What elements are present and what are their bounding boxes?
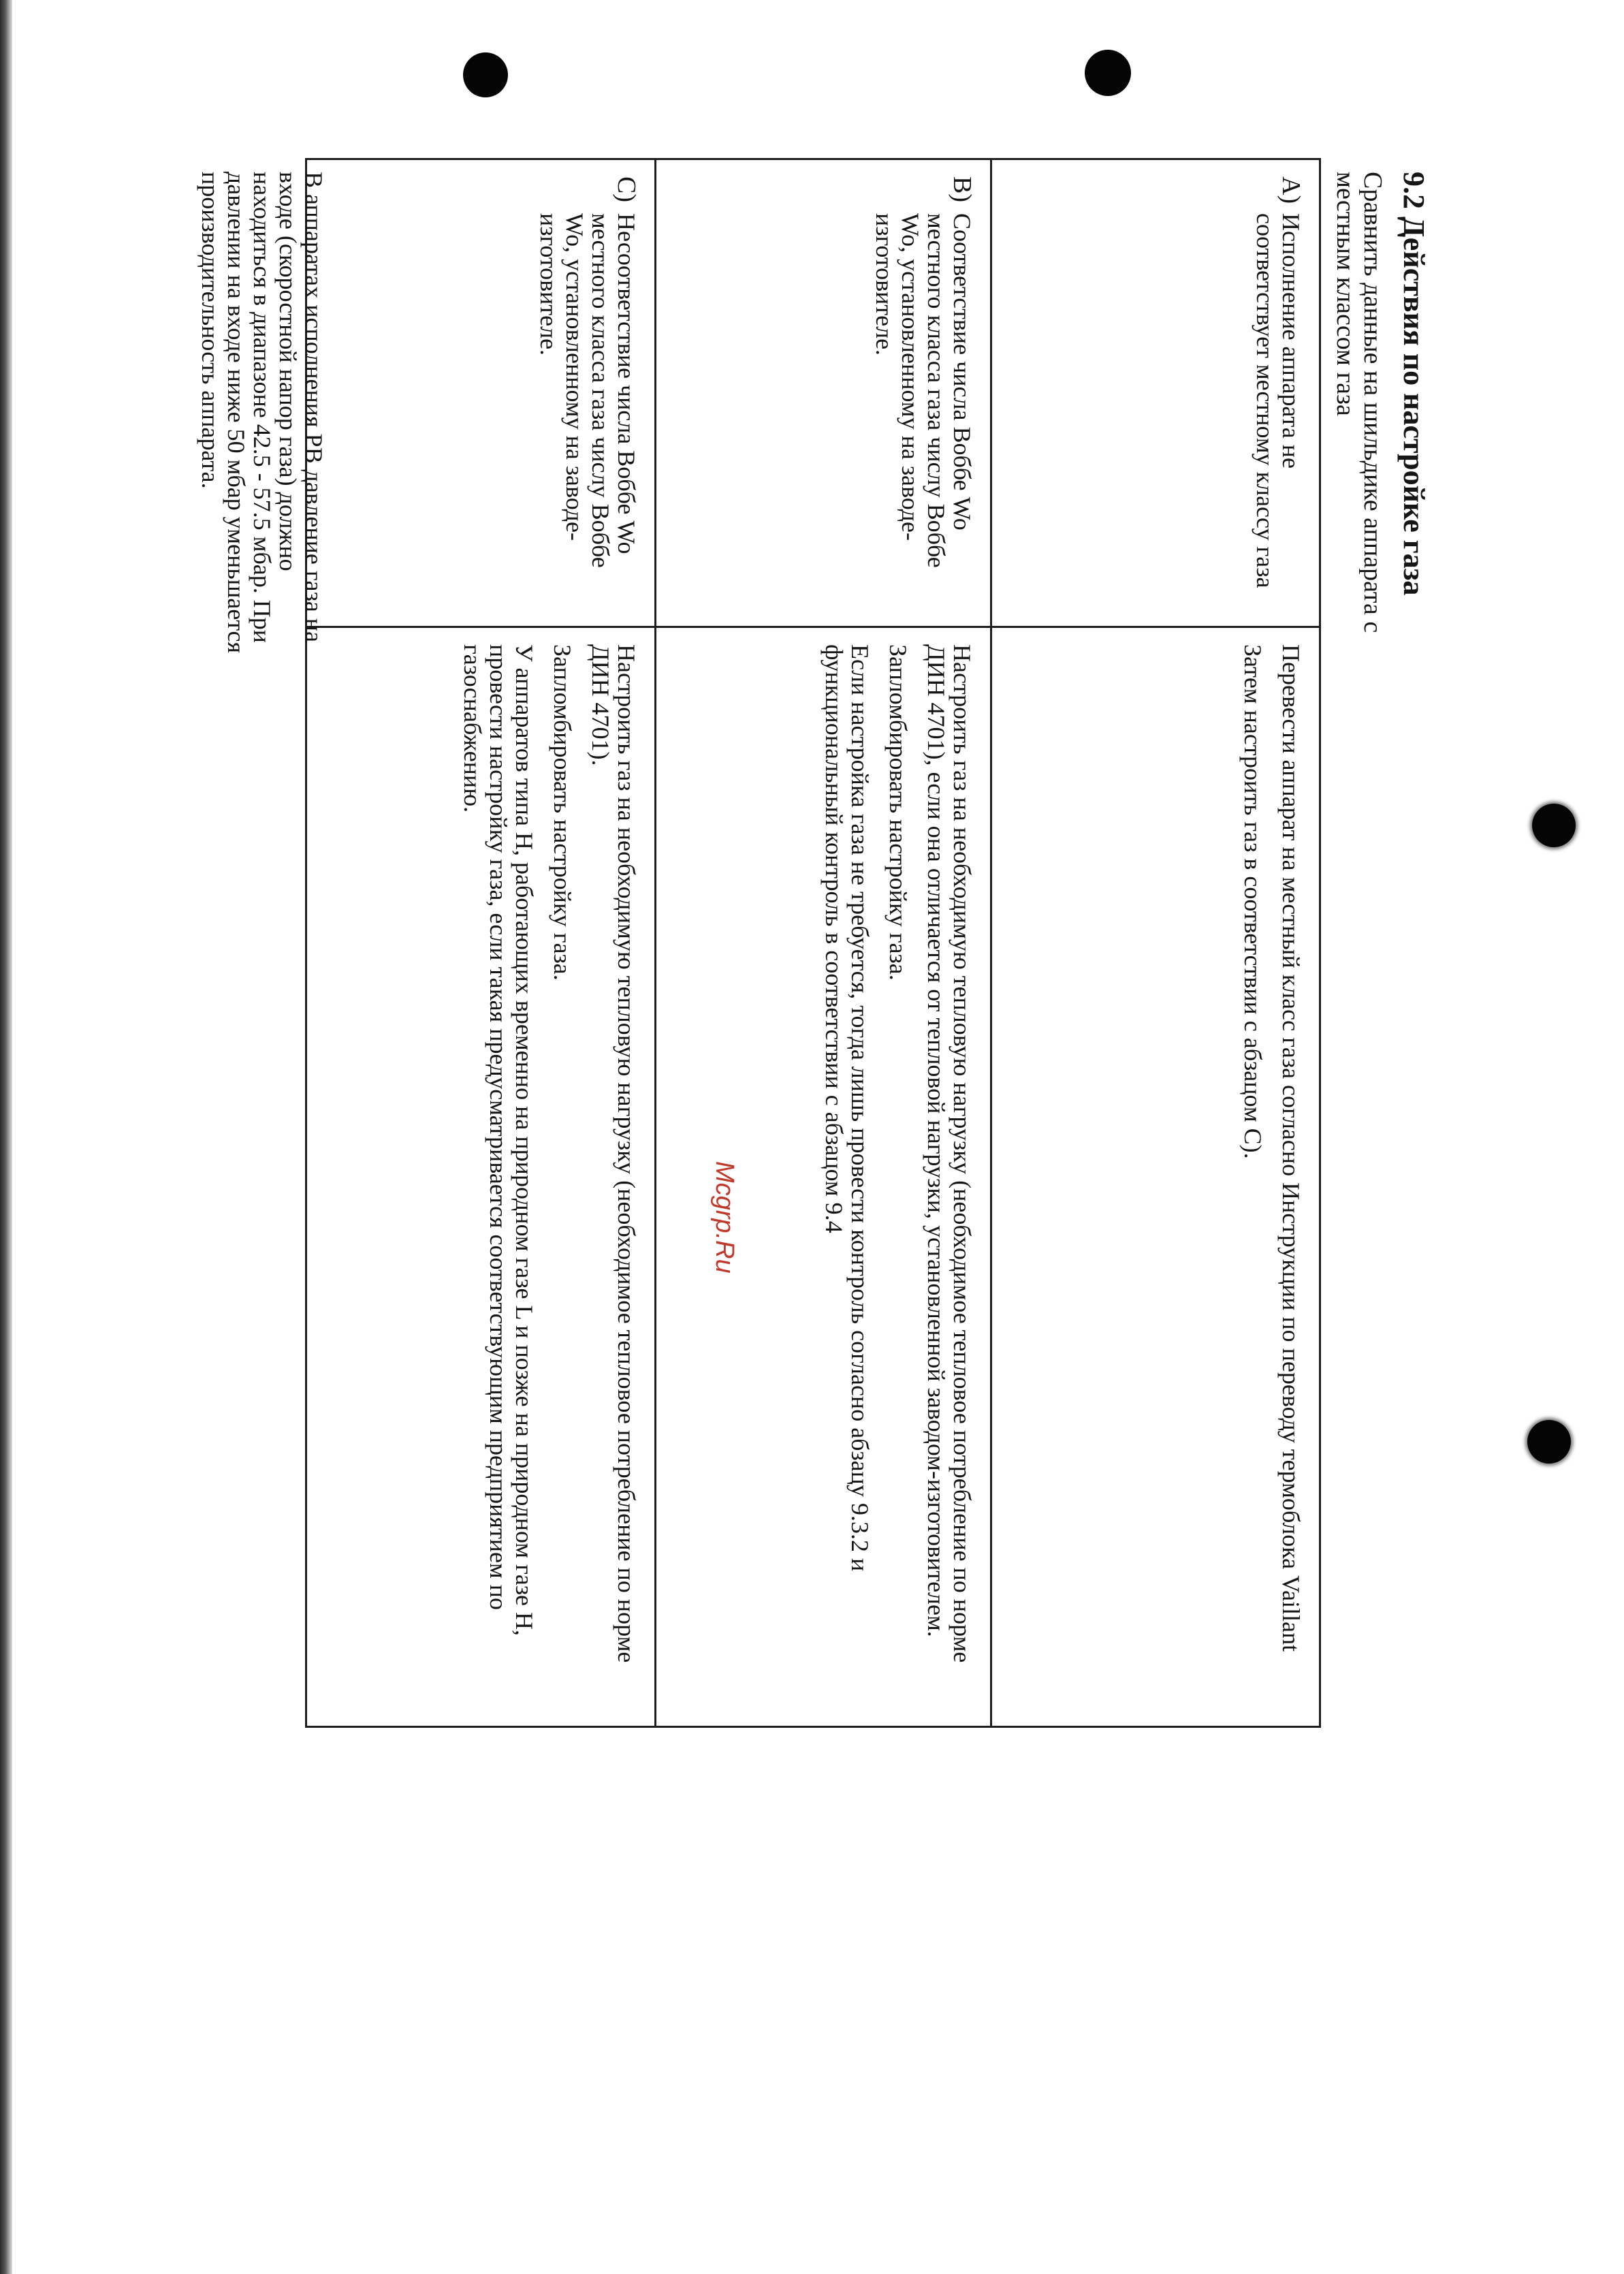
punch-hole-top-left (463, 52, 508, 97)
action-paragraph: Затем настроить газ в соответствии с абзацом С). (1239, 644, 1267, 1159)
document-page (116, 158, 1444, 2133)
punch-hole-right-upper (1532, 804, 1576, 847)
action-cell (306, 627, 656, 1727)
table-row (656, 159, 991, 1727)
condition-text: Соответствие числа Воббе Wo местного класса газа числу Воббе Wo, установленному на заводе-изготовителе. (871, 213, 976, 568)
action-paragraph: Настроить газ на необходимую тепловую нагрузку (необходимое тепловое потребление по норме ДИН 4701). (587, 644, 640, 1663)
watermark: Mcgrp.Ru (710, 1161, 739, 1274)
section-intro: Сравнить данные на шильдике аппарата с местным классом газа (1331, 172, 1387, 633)
condition-cell (306, 159, 656, 627)
table-row (991, 159, 1320, 1727)
condition-text: Несоответствие числа Воббе Wo местного класса газа числу Воббе Wo, установленному на заводе-изготовителе. (535, 213, 640, 568)
action-cell (656, 627, 991, 1727)
section-title: 9.2 Действия по настройке газа (1397, 172, 1431, 596)
action-paragraph: Настроить газ на необходимую тепловую нагрузку (необходимое тепловое потребление по норме ДИН 4701), если она отличается от тепловой нагрузки, установленной заводом-изготовителем. (923, 644, 976, 1663)
condition-cell (991, 159, 1320, 627)
action-paragraph: Запломбировать настройку газа. (549, 644, 576, 981)
punch-hole-top-right (1085, 50, 1131, 96)
action-paragraph: Перевести аппарат на местный класс газа согласно Инструкции по переводу термоблока Vaillant (1277, 644, 1305, 1652)
action-paragraph: Если настройка газа не требуется, тогда лишь провести контроль согласно абзацу 9.3.2 и функциональный контроль в соответствии с абзацом 9.4 (821, 644, 874, 1572)
condition-cell (656, 159, 991, 627)
scan-edge-shadow (0, 0, 12, 2274)
table-row (306, 159, 656, 1727)
case-letter: C) (612, 176, 641, 202)
punch-hole-right-lower (1527, 1420, 1571, 1464)
pressure-note: В аппаратах исполнения РВ давление газа на входе (скоростной напор газа) должно находиться в диапазоне 42.5 - 57.5 мбар. При давлении на входе ниже 50 мбар уменьшается производительность аппарата. (197, 172, 328, 654)
case-letter: B) (948, 176, 976, 202)
action-paragraph: Запломбировать настройку газа. (885, 644, 912, 981)
action-paragraph: У аппаратов типа Н, работающих временно на природном газе L и позже на природном газе Н, провести настройку газа, если такая предусматривается соответствующим предприятием по газоснабжению. (459, 644, 538, 1637)
action-cell (991, 627, 1320, 1727)
condition-text: Исполнение аппарата не соответствует местному классу газа (1252, 213, 1305, 588)
gas-setup-table (305, 158, 1321, 1728)
case-letter: A) (1277, 176, 1305, 204)
